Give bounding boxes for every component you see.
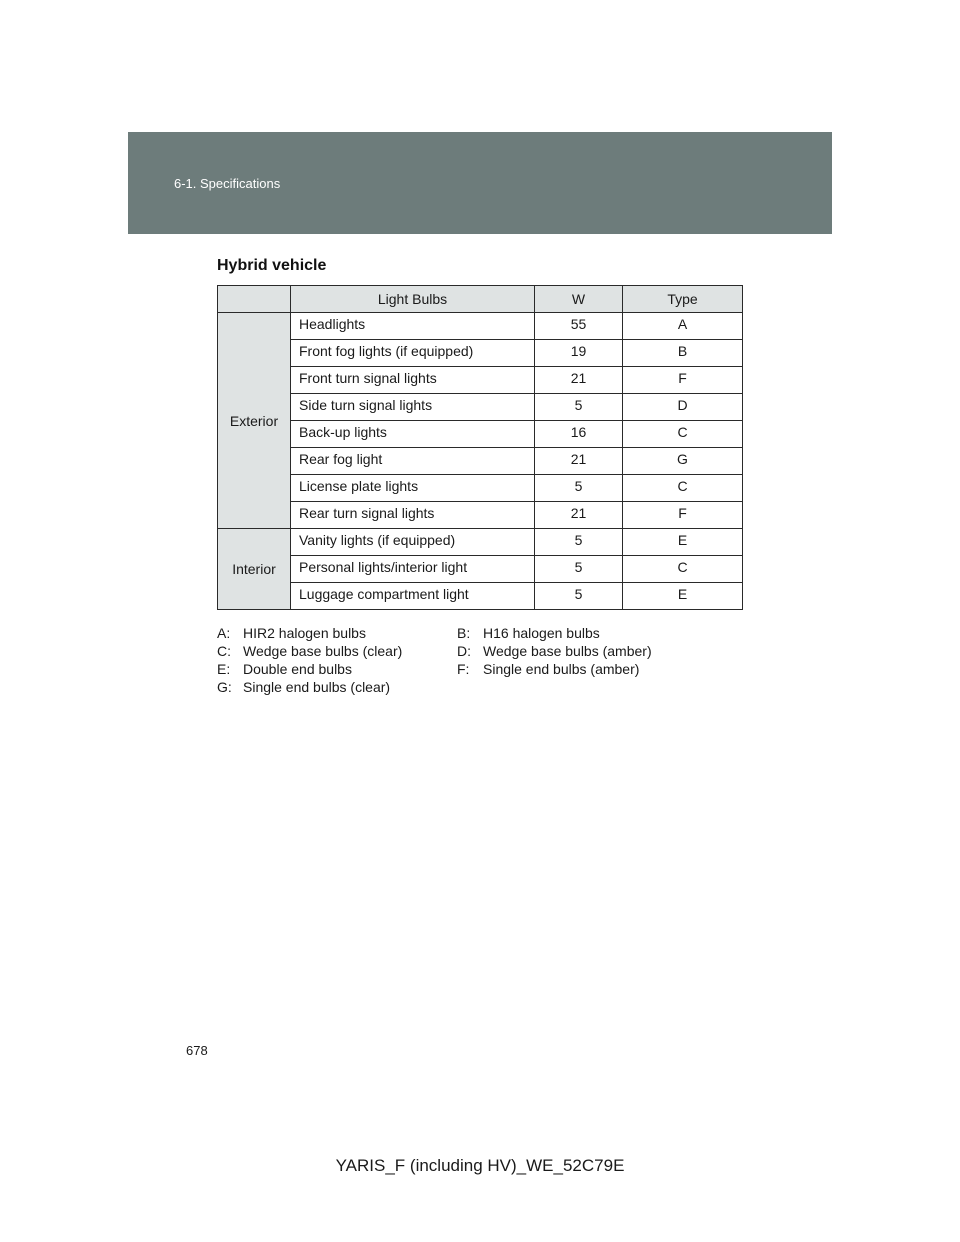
bulb-type-cell: E	[623, 583, 743, 610]
bulb-name-cell: Luggage compartment light	[291, 583, 535, 610]
wattage-cell: 5	[535, 394, 623, 421]
header-type: Type	[623, 286, 743, 313]
bulb-type-cell: C	[623, 475, 743, 502]
page-subtitle: Hybrid vehicle	[217, 257, 327, 274]
table-row	[218, 448, 743, 475]
bulb-name-cell: Personal lights/interior light	[291, 556, 535, 583]
bulb-type-cell: E	[623, 529, 743, 556]
bulb-type-cell: C	[623, 556, 743, 583]
legend-key: A:	[217, 625, 231, 641]
legend-item	[457, 660, 639, 678]
bulb-name-cell: Rear fog light	[291, 448, 535, 475]
table-row	[218, 502, 743, 529]
legend-text: H16 halogen bulbs	[483, 625, 600, 641]
legend-key: E:	[217, 661, 231, 677]
wattage-cell: 5	[535, 529, 623, 556]
legend-item	[217, 624, 366, 642]
legend-text: Single end bulbs (clear)	[243, 679, 391, 695]
bulb-name-cell: Front turn signal lights	[291, 367, 535, 394]
bulb-name-cell: License plate lights	[291, 475, 535, 502]
bulb-name-cell: Rear turn signal lights	[291, 502, 535, 529]
bulb-type-cell: A	[623, 313, 743, 340]
group-label: Exterior	[218, 313, 291, 529]
footer-document-code: YARIS_F (including HV)_WE_52C79E	[335, 1156, 625, 1175]
header-watts: W	[535, 286, 623, 313]
wattage-cell: 19	[535, 340, 623, 367]
legend-key: B:	[457, 625, 471, 641]
legend-key: F:	[457, 661, 470, 677]
wattage-cell: 5	[535, 475, 623, 502]
bulb-type-cell: B	[623, 340, 743, 367]
wattage-cell: 16	[535, 421, 623, 448]
header-blank	[218, 286, 291, 313]
wattage-cell: 21	[535, 502, 623, 529]
group-label: Interior	[218, 529, 291, 610]
legend-text: Wedge base bulbs (amber)	[483, 643, 652, 659]
bulb-type-cell: D	[623, 394, 743, 421]
legend-key: G:	[217, 679, 232, 695]
legend-item	[217, 660, 352, 678]
legend-item	[217, 678, 390, 696]
bulb-name-cell: Side turn signal lights	[291, 394, 535, 421]
table-row	[218, 475, 743, 502]
bulb-type-cell: F	[623, 367, 743, 394]
table-row	[218, 556, 743, 583]
bulb-name-cell: Front fog lights (if equipped)	[291, 340, 535, 367]
bulb-type-cell: F	[623, 502, 743, 529]
bulb-name-cell: Vanity lights (if equipped)	[291, 529, 535, 556]
table-row	[218, 340, 743, 367]
header-light-bulbs: Light Bulbs	[291, 286, 535, 313]
bulb-name-cell: Headlights	[291, 313, 535, 340]
wattage-cell: 5	[535, 556, 623, 583]
legend-key: C:	[217, 643, 231, 659]
legend-text: HIR2 halogen bulbs	[243, 625, 366, 641]
legend-text: Double end bulbs	[243, 661, 352, 677]
bulb-type-cell: C	[623, 421, 743, 448]
legend-text: Wedge base bulbs (clear)	[243, 643, 403, 659]
table-row	[218, 367, 743, 394]
table-row	[218, 394, 743, 421]
legend-item	[457, 624, 600, 642]
wattage-cell: 5	[535, 583, 623, 610]
bulb-type-cell: G	[623, 448, 743, 475]
table-row	[218, 313, 743, 340]
legend-text: Single end bulbs (amber)	[483, 661, 640, 677]
wattage-cell: 21	[535, 367, 623, 394]
light-bulbs-table	[217, 285, 743, 610]
page-number: 678	[186, 1043, 208, 1058]
wattage-cell: 21	[535, 448, 623, 475]
legend-item	[217, 642, 402, 660]
table-header-row	[218, 286, 743, 313]
table-row	[218, 529, 743, 556]
table-row	[218, 583, 743, 610]
legend-key: D:	[457, 643, 471, 659]
wattage-cell: 55	[535, 313, 623, 340]
table-row	[218, 421, 743, 448]
legend-item	[457, 642, 652, 660]
bulb-name-cell: Back-up lights	[291, 421, 535, 448]
section-label: 6-1. Specifications	[174, 176, 281, 191]
